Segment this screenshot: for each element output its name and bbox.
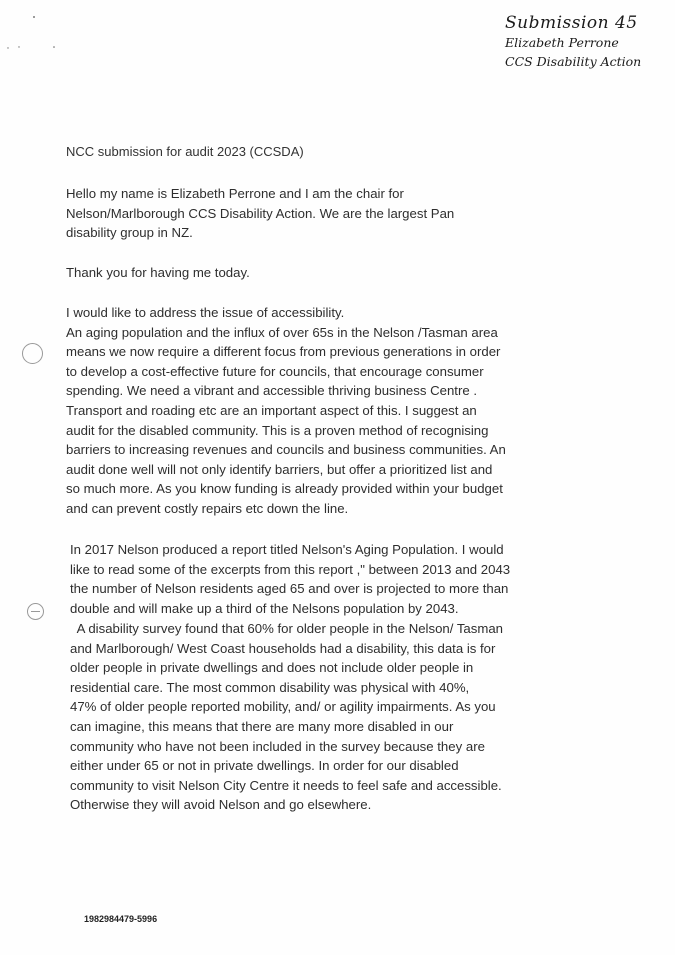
handwritten-author-name: Elizabeth Perrone	[505, 35, 619, 50]
accessibility-paragraph	[66, 303, 506, 519]
handwritten-note	[505, 14, 670, 71]
text-line: audit done well will not only identify barriers, but offer a prioritized list and	[66, 461, 493, 477]
text-line: Otherwise they will avoid Nelson and go elsewhere.	[70, 797, 372, 813]
thanks-paragraph	[66, 263, 250, 283]
text-line: like to read some of the excerpts from this report ," between 2013 and 2043	[70, 561, 511, 577]
handwritten-submission-number: Submission 45	[505, 13, 638, 33]
document-title: NCC submission for audit 2023 (CCSDA)	[66, 144, 304, 159]
text-line: can imagine, this means that there are many more disabled in our	[70, 718, 454, 734]
text-line: In 2017 Nelson produced a report titled Nelson's Aging Population. I would	[70, 542, 504, 557]
text-line: community to visit Nelson City Centre it needs to feel safe and accessible.	[70, 777, 502, 793]
margin-circle-mark	[27, 603, 44, 620]
document-id: 1982984479-5996	[84, 914, 158, 924]
text-line: residential care. The most common disability was physical with 40%,	[70, 679, 470, 695]
text-line: either under 65 or not in private dwellings. In order for our disabled	[70, 758, 459, 774]
text-line: audit for the disabled community. This is a proven method of recognising	[66, 422, 489, 438]
text-line: An aging population and the influx of over 65s in the Nelson /Tasman area	[66, 324, 498, 340]
text-line: and can prevent costly repairs etc down the line.	[66, 500, 349, 516]
scan-specks	[0, 0, 80, 60]
text-line: disability group in NZ.	[66, 225, 193, 241]
margin-circle-mark	[22, 343, 43, 364]
text-line: I would like to address the issue of accessibility.	[66, 305, 345, 320]
text-line: Nelson/Marlborough CCS Disability Action. We are the largest Pan	[66, 205, 455, 221]
text-line: barriers to increasing revenues and councils and business communities. An	[66, 442, 506, 458]
text-line: double and will make up a third of the Nelsons population by 2043.	[70, 600, 459, 616]
text-line: Thank you for having me today.	[66, 265, 250, 280]
text-line: A disability survey found that 60% for older people in the Nelson/ Tasman	[70, 621, 504, 636]
intro-paragraph	[66, 184, 454, 243]
text-line: means we now require a different focus from previous generations in order	[66, 344, 501, 360]
text-line: to develop a cost-effective future for councils, that encourage consumer	[66, 363, 484, 379]
survey-paragraph	[70, 619, 503, 815]
text-line: older people in private dwellings and does not include older people in	[70, 660, 474, 676]
text-line: and Marlborough/ West Coast households had a disability, this data is for	[70, 640, 496, 656]
text-line: Transport and roading etc are an important aspect of this. I suggest an	[66, 402, 477, 418]
text-line: community who have not been included in the survey because they are	[70, 738, 485, 754]
text-line: the number of Nelson residents aged 65 and over is projected to more than	[70, 581, 509, 597]
text-line: 47% of older people reported mobility, and/ or agility impairments. As you	[70, 699, 496, 715]
text-line: so much more. As you know funding is already provided within your budget	[66, 481, 503, 497]
text-line: Hello my name is Elizabeth Perrone and I am the chair for	[66, 186, 404, 201]
text-line: spending. We need a vibrant and accessible thriving business Centre .	[66, 383, 478, 399]
report-paragraph	[70, 540, 510, 618]
handwritten-organisation: CCS Disability Action	[505, 54, 642, 69]
